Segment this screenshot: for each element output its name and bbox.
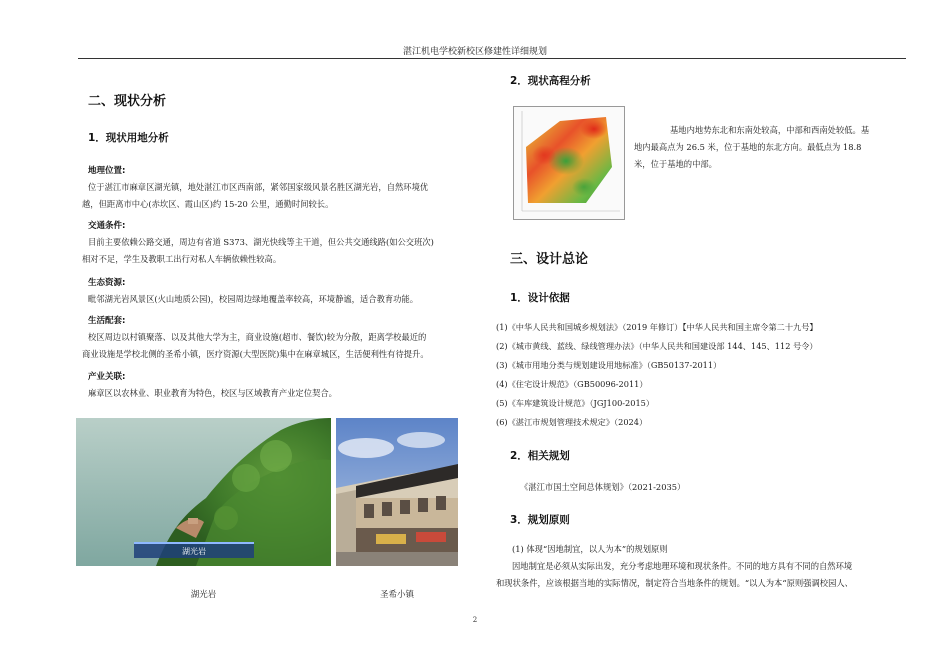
basis-item-1: (1)《中华人民共和国城乡规划法》（2019 年修订）【中华人民共和国主席令第二十九号】 bbox=[496, 322, 818, 332]
shengxi-town-image bbox=[336, 418, 458, 566]
paragraph-living bbox=[82, 329, 492, 363]
text-line: 校区周边以村镇聚落、以及其他大学为主，商业设施(超市、餐饮)较为分散，距离学校最近的 bbox=[88, 332, 427, 342]
text-line: 商业设施是学校北侧的圣希小镇，医疗资源(大型医院)集中在麻章城区，生活便利性有待提升。 bbox=[82, 349, 429, 359]
subsection-title-principles: 3．规划原则 bbox=[510, 514, 570, 526]
text-line: 目前主要依赖公路交通，周边有省道 S373、湖光快线等主干道，但公共交通线路(如公交班次) bbox=[88, 237, 434, 247]
paragraph-location bbox=[82, 179, 492, 213]
paragraph-industry bbox=[82, 385, 492, 402]
text-line: (1) 体现“因地制宜，以人为本”的规划原则 bbox=[512, 544, 668, 554]
label-location: 地理位置: bbox=[88, 166, 126, 176]
text-line: 米，位于基地的中部。 bbox=[634, 159, 717, 169]
caption-huguangyan: 湖光岩 bbox=[190, 590, 217, 600]
huguangyan-lake-image bbox=[76, 418, 331, 566]
subsection-title-elevation: 2．现状高程分析 bbox=[510, 75, 591, 87]
basis-item-5: (5)《车库建筑设计规范》（JGJ100-2015） bbox=[496, 398, 655, 408]
paragraph-transport bbox=[82, 234, 492, 268]
photo-huguangyan bbox=[76, 418, 331, 566]
photo-overlay-text: 湖光岩 bbox=[182, 547, 206, 556]
elevation-map bbox=[513, 106, 625, 220]
text-line: 基地内地势东北和东南处较高，中部和西南处较低。基 bbox=[670, 125, 870, 135]
elevation-map-graphic bbox=[514, 107, 624, 219]
label-living: 生活配套: bbox=[88, 316, 126, 326]
text-line: 越，但距离市中心(赤坎区、霞山区)约 15-20 公里，通勤时间较长。 bbox=[82, 199, 334, 209]
label-industry: 产业关联: bbox=[88, 372, 126, 382]
header-rule bbox=[78, 58, 906, 59]
basis-item-2: (2)《城市黄线、蓝线、绿线管理办法》（中华人民共和国建设部 144、145、112 号令） bbox=[496, 341, 818, 351]
basis-item-6: (6)《湛江市规划管理技术规定》（2024） bbox=[496, 417, 648, 427]
paragraph-principles bbox=[496, 541, 908, 592]
text-line: 因地制宜是必须从实际出发，充分考虑地理环境和现状条件。不同的地方具有不同的自然环境 bbox=[512, 561, 853, 571]
subsection-title-design-basis: 1．设计依据 bbox=[510, 292, 570, 304]
text-line: 毗邻湖光岩风景区(火山地质公园)，校园周边绿地覆盖率较高，环境静谧，适合教育功能。 bbox=[88, 294, 419, 304]
paragraph-elevation bbox=[634, 122, 914, 173]
section-title-current-analysis: 二、现状分析 bbox=[88, 94, 167, 109]
text-line: 位于湛江市麻章区湖光镇，地处湛江市区西南部，紧邻国家级风景名胜区湖光岩，自然环境优 bbox=[88, 182, 429, 192]
related-plan-text: 《湛江市国土空间总体规划》（2021-2035） bbox=[520, 482, 686, 492]
paragraph-ecology bbox=[82, 291, 492, 308]
subsection-title-related-plans: 2．相关规划 bbox=[510, 450, 570, 462]
basis-item-4: (4)《住宅设计规范》（GB50096-2011） bbox=[496, 379, 648, 389]
section-title-design-overview: 三、设计总论 bbox=[510, 252, 589, 267]
subsection-title-land-use: 1．现状用地分析 bbox=[88, 132, 169, 144]
text-line: 地内最高点为 26.5 米，位于基地的东北方向。最低点为 18.8 bbox=[634, 142, 862, 152]
label-transport: 交通条件: bbox=[88, 221, 126, 231]
page-number: 2 bbox=[472, 616, 478, 624]
label-ecology: 生态资源: bbox=[88, 278, 126, 288]
text-line: 麻章区以农林业、职业教育为特色，校区与区域教育产业定位契合。 bbox=[88, 388, 337, 398]
caption-shengxi-town: 圣希小镇 bbox=[379, 590, 414, 600]
basis-item-3: (3)《城市用地分类与规划建设用地标准》（GB50137-2011） bbox=[496, 360, 722, 370]
text-line: 和现状条件，应该根据当地的实际情况，制定符合当地条件的规划。“以人为本“原则强调校园人、 bbox=[496, 578, 853, 588]
photo-shengxi-town bbox=[336, 418, 458, 566]
document-header-title: 湛江机电学校新校区修建性详细规划 bbox=[402, 47, 547, 57]
text-line: 相对不足，学生及教职工出行对私人车辆依赖性较高。 bbox=[82, 254, 282, 264]
